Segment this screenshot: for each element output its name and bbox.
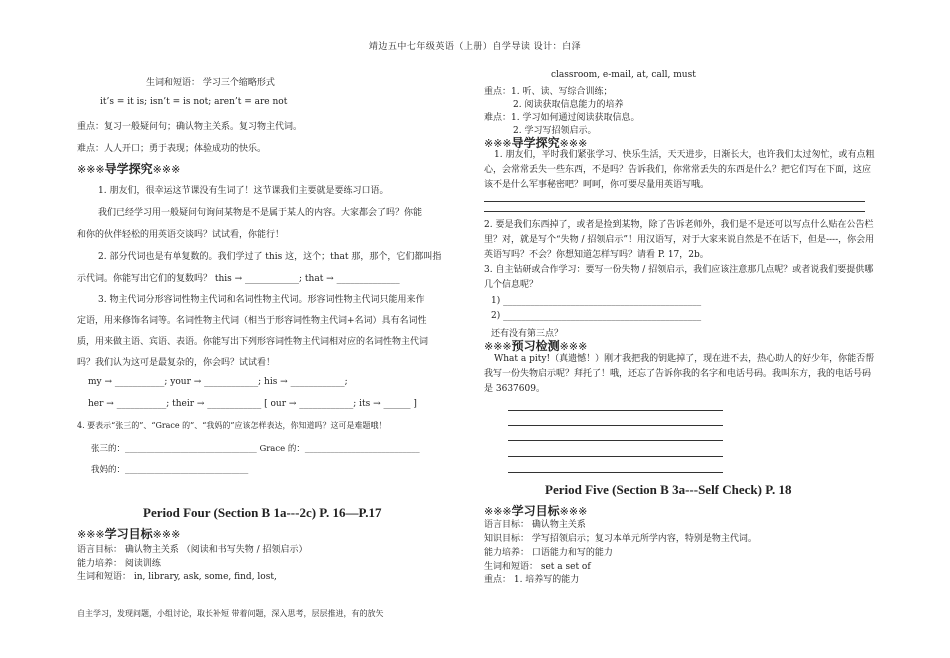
paragraph-3b: 示代词。你能写出它们的复数吗？ this → ____________; that → ______________ xyxy=(77,274,400,284)
paragraph-2: 2. 要是我们东西掉了，或者是捡到某物，除了告诉老师外，我们是不是还可以写点什么贴在公告栏里？对，就是写个“失物 / 招领启示”！用汉语写，对于大家来说自然是不在话下，但是----，你会用英语写吗？不会？你想知道怎样写吗？请看 P. 17，2b。 xyxy=(484,220,875,260)
contractions-line: it’s = it is; isn’t = is not; aren’t = are not xyxy=(100,97,288,107)
paragraph-3: 3. 自主钻研或合作学习：要写一份失物 / 招领启示，我们应该注意那几点呢？或者说我们要提供哪几个信息呢？ xyxy=(484,265,874,290)
page-header: 靖边五中七年级英语（上册）自学导读 设计：白泽 xyxy=(368,42,582,52)
section-heading-goals: ※※※学习目标※※※ xyxy=(77,527,181,541)
paragraph-1: 1. 朋友们，很幸运这节课没有生词了！这节课我们主要就是要练习口语。 xyxy=(98,186,389,196)
vocab-line: 生词和短语： 学习三个缩略形式 xyxy=(146,78,275,88)
answer-line xyxy=(508,425,723,426)
section-heading-preview: ※※※预习检测※※※ xyxy=(484,339,588,353)
answer-line xyxy=(508,456,723,457)
possessive-blank-1: 张三的：_______________________________ Grace 的：___________________________ xyxy=(91,444,420,454)
pronoun-exercise-2: her → ___________; their → ____________ [ our → ____________; its → ______ ] xyxy=(88,399,417,409)
extra-question: 还有没有第三点？ xyxy=(491,329,564,339)
answer-line xyxy=(508,472,723,473)
key-points-line: 重点：1. 听、读、写综合训练； xyxy=(484,87,613,97)
paragraph-4c: 质，用来做主语、宾语、表语。你能写出下列形容词性物主代词相对应的名词性物主代词 xyxy=(77,337,429,347)
answer-line xyxy=(484,211,865,212)
vocab-continued: classroom, e-mail, at, call, must xyxy=(551,70,696,80)
answer-line xyxy=(508,410,723,411)
key-points-line: 重点：复习一般疑问句；确认物主关系。复习物主代词。 xyxy=(77,122,303,132)
goal-ability: 能力培养： 口语能力和写的能力 xyxy=(484,548,613,558)
goal-knowledge: 知识目标： 学写招领启示；复习本单元所学内容，特别是物主代词。 xyxy=(484,534,757,544)
section-heading-goals: ※※※学习目标※※※ xyxy=(484,504,588,518)
question-4: 4. 要表示“张三的”、“Grace 的”、“我妈的”应该怎样表达，你知道吗？这可是难题哦！ xyxy=(77,421,387,430)
key-points-line-2: 2. 阅读获取信息能力的培养 xyxy=(513,100,624,110)
answer-line xyxy=(484,201,865,202)
difficulty-line: 难点：1. 学习如何通过阅读获取信息。 xyxy=(484,113,640,123)
section-heading-explore: ※※※导学探究※※※ xyxy=(77,162,181,176)
goal-language: 语言目标： 确认物主关系 （阅读和书写失物 / 招领启示） xyxy=(77,545,308,555)
goal-ability: 能力培养： 阅读训练 xyxy=(77,559,161,569)
answer-blank-1: 1) ____________________________________________ xyxy=(491,296,702,306)
page-footer: 自主学习，发现问题，小组讨论，取长补短 带着问题，深入思考，层层推进，有的放矢 xyxy=(77,609,384,618)
goal-vocab: 生词和短语： set a set of xyxy=(484,562,591,572)
paragraph-preview: What a pity!（真遗憾！）刚才我把我的钥匙掉了，现在进不去，热心助人的好少年，你能否帮我写一份失物启示呢？拜托了！哦，还忘了告诉你我的名字和电话号码。我叫东方，我的电话号码是 3637609。 xyxy=(484,354,875,394)
paragraph-4a: 3. 物主代词分形容词性物主代词和名词性物主代词。形容词性物主代词只能用来作 xyxy=(98,295,425,305)
goal-vocab: 生词和短语： in, library, ask, some, find, lost, xyxy=(77,572,277,582)
answer-blank-2: 2) ____________________________________________ xyxy=(491,311,702,321)
period-four-title: Period Four (Section B 1a---2c) P. 16—P.17 xyxy=(143,505,382,520)
difficulty-line-2: 2. 学习写招领启示。 xyxy=(513,126,597,136)
paragraph-4d: 吗？我们认为这可是最复杂的，你会吗？试试看！ xyxy=(77,358,276,368)
answer-line xyxy=(508,440,723,441)
difficulty-line: 难点：人人开口；勇于表现；体验成功的快乐。 xyxy=(77,144,267,154)
possessive-blank-2: 我妈的：_____________________________ xyxy=(91,465,249,475)
pronoun-exercise-1: my → ___________; your → ____________; his → ____________; xyxy=(88,377,348,387)
period-five-title: Period Five (Section B 3a---Self Check) P. 18 xyxy=(545,482,792,497)
goal-key-point: 重点： 1. 培养写的能力 xyxy=(484,575,580,585)
paragraph-3a: 2. 部分代词也是有单复数的。我们学过了 this 这，这个；that 那，那个，它们都叫指 xyxy=(98,252,442,262)
paragraph-2a: 我们已经学习用一般疑问句询问某物是不是属于某人的内容。大家都会了吗？你能 xyxy=(98,208,423,218)
goal-language: 语言目标： 确认物主关系 xyxy=(484,520,586,530)
paragraph-2b: 和你的伙伴轻松的用英语交谈吗？试试看，你能行！ xyxy=(77,230,285,240)
paragraph-4b: 定语，用来修饰名词等。名词性物主代词（相当于形容词性物主代词+名词）具有名词性 xyxy=(77,316,427,326)
section-heading-explore: ※※※导学探究※※※ xyxy=(484,136,588,150)
paragraph-1: 1. 朋友们，平时我们紧张学习、快乐生活，天天进步，日渐长大，也许我们太过匆忙，或有点粗心，会常常丢失一些东西，不是吗？告诉我们，你常常丢失的东西是什么？把它们写在下面，这应该不是什么军事秘密吧？呵呵，你可要尽量用英语写哦。 xyxy=(484,150,875,190)
